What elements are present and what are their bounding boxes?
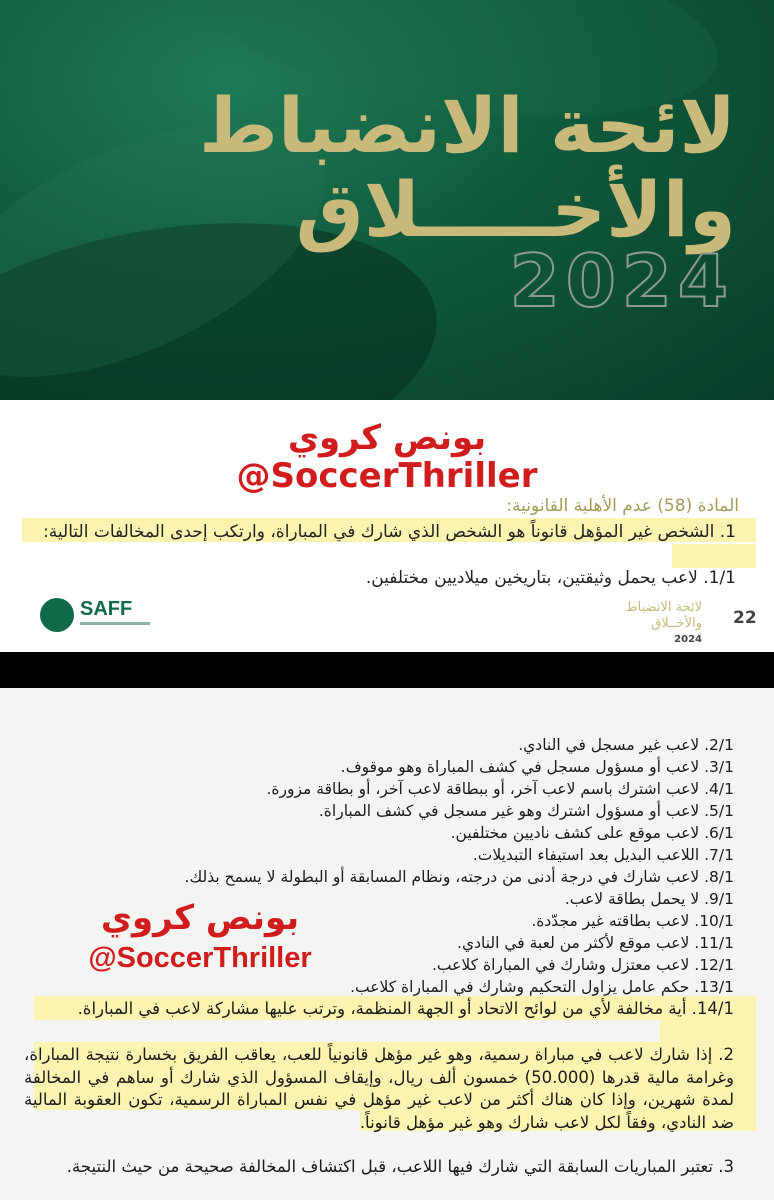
watermark-arabic: بونص كروي xyxy=(287,418,487,458)
cover-title-line1: لائحة الانضباط xyxy=(198,81,736,170)
footer-title-line1: لائحة الانضباط xyxy=(625,600,702,615)
list-item: 8/1. لاعب شارك في درجة أدنى من درجته، ونظام المسابقة أو البطولة لا يسمح بذلك. xyxy=(184,868,734,886)
list-item: 1/1. لاعب يحمل وثيقتين، بتاريخين ميلاديين مختلفين. xyxy=(365,568,736,588)
logo-underline xyxy=(80,622,150,625)
list-item: 11/1. لاعب موقع لأكثر من لعبة في النادي. xyxy=(457,934,734,952)
text-highlight xyxy=(672,544,756,568)
list-item: 12/1. لاعب معتزل وشارك في المباراة كلاعب. xyxy=(432,956,734,974)
logo-text: SAFF xyxy=(80,598,133,620)
list-item: 3/1. لاعب أو مسؤول مسجل في كشف المباراة وهو موقوف. xyxy=(340,758,734,776)
paragraph-2: 2. إذا شارك لاعب في مباراة رسمية، وهو غير مؤهل قانونياً للعب، يعاقب الفريق بخسارة نتيجة المباراة، وغرامة مالية قدرها (50.000) خمسون ألف ريال، وإيقاف المسؤول الذي شارك أو ساهم في المخالفة لمدة شهرين، وإذا كان هناك أكثر من لاعب غير مؤهل في نفس المباراة الرسمية، تكون العقوبة المالية ضد النادي، وفقاً لكل لاعب شارك وهو غير مؤهل قانوناً. xyxy=(24,1045,734,1132)
list-item: 13/1. حكم عامل يزاول التحكيم وشارك في المباراة كلاعب. xyxy=(350,978,734,996)
list-item-highlighted: 14/1. أية مخالفة لأي من لوائح الاتحاد أو الجهة المنظمة، وترتب عليها مشاركة لاعب في المباراة. xyxy=(77,999,734,1018)
paragraph-1: 1. الشخص غير المؤهل قانوناً هو الشخص الذي شارك في المباراة، وارتكب إحدى المخالفات التالية: xyxy=(43,522,736,542)
footer-year: 2024 xyxy=(674,634,702,645)
list-item: 2/1. لاعب غير مسجل في النادي. xyxy=(518,736,734,754)
watermark-handle: @SoccerThriller xyxy=(88,942,312,974)
paragraph-3: 3. تعتبر المباريات السابقة التي شارك فيها اللاعب، قبل اكتشاف المخالفة صحيحة من حيث النتيجة. xyxy=(66,1157,734,1176)
watermark-handle: @SoccerThriller xyxy=(236,456,538,496)
list-item: 4/1. لاعب اشترك باسم لاعب آخر، أو ببطاقة لاعب آخر، أو بطاقة مزورة. xyxy=(266,780,734,798)
footer-title-line2: والأخــلاق xyxy=(651,616,702,631)
photographed-page xyxy=(0,688,774,1200)
list-item: 5/1. لاعب أو مسؤول اشترك وهو غير مسجل في كشف المباراة. xyxy=(318,802,734,820)
list-item: 7/1. اللاعب البديل بعد استيفاء التبديلات. xyxy=(472,846,734,864)
divider xyxy=(0,652,774,688)
article-heading: المادة (58) عدم الأهلية القانونية: xyxy=(506,496,739,516)
list-item: 10/1. لاعب بطاقته غير مجدّدة. xyxy=(531,912,734,930)
cover-title-line2: والأخـــــلاق xyxy=(295,165,736,254)
page-number: 22 xyxy=(733,608,757,628)
cover-banner xyxy=(0,0,774,400)
text-highlight xyxy=(660,1020,756,1042)
list-item: 9/1. لا يحمل بطاقة لاعب. xyxy=(564,890,734,908)
saff-logo-icon xyxy=(40,598,74,632)
document-page xyxy=(0,400,774,652)
list-item: 6/1. لاعب موقع على كشف ناديين مختلفين. xyxy=(450,824,734,842)
cover-year: 2024 xyxy=(509,239,734,323)
watermark-arabic: بونص كروي xyxy=(100,898,300,938)
